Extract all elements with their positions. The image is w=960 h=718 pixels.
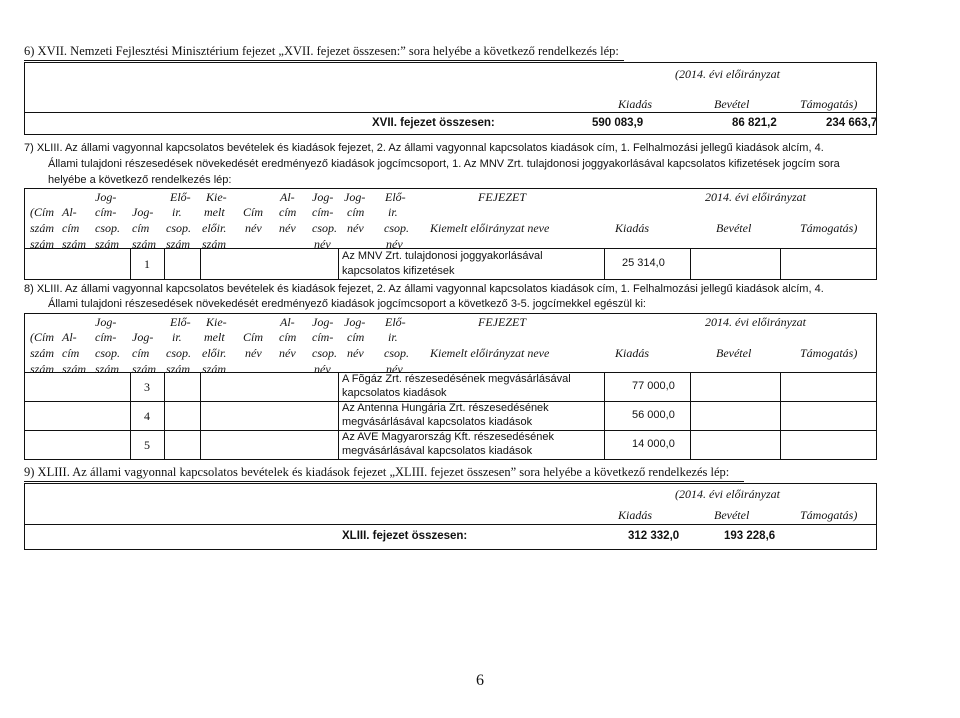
- header-jcsopnev-2: cím-: [312, 330, 334, 344]
- header-alcimnev: Al-: [280, 315, 295, 329]
- header-jcsopnev: Jog-: [312, 190, 334, 204]
- section-9-heading: 9) XLIII. Az állami vagyonnal kapcsolatos bevételek és kiadások fejezet „XLIII. fejezet összesen” sora helyébe a következő rendelkezés lép:: [24, 465, 730, 479]
- section-8-line1: 8) XLIII. Az állami vagyonnal kapcsolatos bevételek és kiadások fejezet, 2. Az állami vagyonnal kapcsolatos kiadások cím, 1. Felhalmozási jellegű kiadások alcím, 4.: [24, 283, 824, 295]
- header-eloircsopnev-3: csop.: [384, 346, 409, 360]
- row-4-name-line2: megvásárlásával kapcsolatos kiadások: [342, 416, 533, 428]
- header-eloircsopnev: Elő-: [385, 190, 406, 204]
- header-cim-szam-3: szám: [30, 237, 55, 251]
- header-jcsopnev-3: csop.: [312, 221, 337, 235]
- header-eloircsopnev-2: ir.: [388, 330, 398, 344]
- header-cim-szam-3: szám: [30, 362, 55, 376]
- header-eloircsopnev-4: név: [386, 237, 403, 251]
- header-kiemelt-nev: Kiemelt előirányzat neve: [430, 346, 550, 360]
- header-kiemelt-3: előir.: [202, 346, 227, 360]
- header-jogcimnev-2: cím: [347, 330, 365, 344]
- table-col-line: [780, 372, 781, 460]
- header-year: 2014. évi előirányzat: [705, 190, 806, 204]
- table-rule: [24, 248, 877, 249]
- header-jogcimcsop-3: csop.: [95, 221, 120, 235]
- header-tamogatas: Támogatás): [800, 221, 858, 235]
- row-3-name-line2: kapcsolatos kiadások: [342, 387, 447, 399]
- bevetel-header: Bevétel: [714, 97, 750, 111]
- header-bevetel: Bevétel: [716, 346, 752, 360]
- header-kiemelt-4: szám: [202, 362, 227, 376]
- section-8-line2: Állami tulajdoni részesedések növekedését eredményező kiadások jogcímcsoport a következő 3-5. jogcímekkel egészül ki:: [48, 298, 646, 310]
- total-kiadas: 590 083,9: [592, 117, 644, 129]
- header-jogcim-2: cím: [132, 221, 150, 235]
- header-tamogatas: Támogatás): [800, 346, 858, 360]
- row-name-line2: kapcsolatos kifizetések: [342, 265, 455, 277]
- header-jogcimnev: Jog-: [344, 315, 366, 329]
- tamogatas-header: Támogatás): [800, 508, 858, 522]
- row-3-kiadas: 77 000,0: [632, 380, 675, 392]
- header-eloir: Elő-: [170, 315, 191, 329]
- header-jogcim: Jog-: [132, 205, 154, 219]
- header-eloircsopnev-4: név: [386, 362, 403, 376]
- table-col-line: [200, 248, 201, 280]
- header-kiemelt-2: melt: [204, 205, 225, 219]
- table-col-line: [780, 248, 781, 280]
- year-label: (2014. évi előirányzat: [675, 487, 780, 501]
- heading-underline: [24, 60, 624, 61]
- header-alcim: Al-: [62, 205, 77, 219]
- header-cim-szam: (Cím: [30, 330, 54, 344]
- section-7-line2: Állami tulajdoni részesedések növekedését eredményező kiadások jogcímcsoport, 1. Az MNV Zrt. tulajdonosi joggyakorlásával kapcsolatos kifizetések jogcím sora: [48, 158, 840, 170]
- header-year: 2014. évi előirányzat: [705, 315, 806, 329]
- header-eloir-3: csop.: [166, 221, 191, 235]
- kiadas-header: Kiadás: [618, 508, 653, 522]
- header-alcim-3: szám: [62, 237, 87, 251]
- header-cim-szam-2: szám: [30, 346, 55, 360]
- header-jogcim: Jog-: [132, 330, 154, 344]
- header-eloircsopnev-3: csop.: [384, 221, 409, 235]
- kiadas-header: Kiadás: [618, 97, 653, 111]
- table-rule: [24, 524, 877, 525]
- header-kiemelt-2: melt: [204, 330, 225, 344]
- row-4-name-line1: Az Antenna Hungária Zrt. részesedésének: [342, 402, 549, 414]
- table-col-line: [690, 248, 691, 280]
- table-col-line: [164, 372, 165, 460]
- header-eloircsopnev: Elő-: [385, 315, 406, 329]
- row-5-number: 5: [144, 438, 150, 452]
- header-jcsopnev-4: név: [314, 237, 331, 251]
- header-cimnev: Cím: [243, 205, 264, 219]
- row-name-line1: Az MNV Zrt. tulajdonosi joggyakorlásával: [342, 250, 543, 262]
- table-col-line: [200, 372, 201, 460]
- header-alcimnev-2: cím: [279, 205, 297, 219]
- header-kiemelt: Kie-: [206, 190, 227, 204]
- heading-underline: [24, 481, 744, 482]
- header-kiadas: Kiadás: [615, 346, 650, 360]
- header-alcimnev-2: cím: [279, 330, 297, 344]
- header-jogcimcsop-4: szám: [95, 362, 120, 376]
- total-bevetel: 86 821,2: [732, 117, 777, 129]
- header-eloir: Elő-: [170, 190, 191, 204]
- header-jcsopnev: Jog-: [312, 315, 334, 329]
- header-fejezet: FEJEZET: [478, 190, 526, 204]
- header-kiemelt: Kie-: [206, 315, 227, 329]
- header-eloir-3: csop.: [166, 346, 191, 360]
- header-kiemelt-nev: Kiemelt előirányzat neve: [430, 221, 550, 235]
- header-alcimnev: Al-: [280, 190, 295, 204]
- table-rule: [24, 112, 877, 113]
- row-3-name-line1: A Fõgáz Zrt. részesedésének megvásárlásával: [342, 373, 571, 385]
- total-label: XVII. fejezet összesen:: [372, 117, 495, 129]
- header-eloir-4: szám: [166, 362, 191, 376]
- header-jogcimnev-3: név: [347, 221, 364, 235]
- header-jogcimcsop-4: szám: [95, 237, 120, 251]
- header-jogcimcsop: Jog-: [95, 190, 117, 204]
- header-eloir-2: ir.: [172, 330, 182, 344]
- header-alcim-2: cím: [62, 346, 80, 360]
- header-eloir-4: szám: [166, 237, 191, 251]
- header-jogcim-2: cím: [132, 346, 150, 360]
- section-7-line3: helyébe a következő rendelkezés lép:: [48, 174, 232, 186]
- header-alcim: Al-: [62, 330, 77, 344]
- row-jogcim-number: 1: [144, 257, 150, 271]
- table-col-line: [604, 248, 605, 280]
- row-4-number: 4: [144, 409, 150, 423]
- header-cim-szam: (Cím: [30, 205, 54, 219]
- header-kiemelt-4: szám: [202, 237, 227, 251]
- table-col-line: [164, 248, 165, 280]
- header-jogcimnev: Jog-: [344, 190, 366, 204]
- section-6-heading: 6) XVII. Nemzeti Fejlesztési Minisztérium fejezet „XVII. fejezet összesen:” sora helyébe a következő rendelkezés lép:: [24, 44, 619, 58]
- header-alcim-3: szám: [62, 362, 87, 376]
- table-col-line: [130, 248, 131, 280]
- header-eloircsopnev-2: ir.: [388, 205, 398, 219]
- header-cimnev-2: név: [245, 346, 262, 360]
- section-7-line1: 7) XLIII. Az állami vagyonnal kapcsolatos bevételek és kiadások fejezet, 2. Az állami vagyonnal kapcsolatos kiadások cím, 1. Felhalmozási jellegű kiadások alcím, 4.: [24, 142, 824, 154]
- header-jogcimnev-2: cím: [347, 205, 365, 219]
- header-jogcim-3: szám: [132, 237, 157, 251]
- header-fejezet: FEJEZET: [478, 315, 526, 329]
- header-kiadas: Kiadás: [615, 221, 650, 235]
- table-col-line: [338, 372, 339, 460]
- header-jogcimnev-3: név: [347, 346, 364, 360]
- total-bevetel: 193 228,6: [724, 530, 776, 542]
- year-label: (2014. évi előirányzat: [675, 67, 780, 81]
- row-5-name-line2: megvásárlásával kapcsolatos kiadások: [342, 445, 533, 457]
- header-cimnev: Cím: [243, 330, 264, 344]
- page-number: 6: [476, 672, 484, 689]
- bevetel-header: Bevétel: [714, 508, 750, 522]
- row-4-kiadas: 56 000,0: [632, 409, 675, 421]
- header-jogcim-3: szám: [132, 362, 157, 376]
- header-jcsopnev-3: csop.: [312, 346, 337, 360]
- header-jcsopnev-2: cím-: [312, 205, 334, 219]
- header-alcimnev-3: név: [279, 221, 296, 235]
- row-3-number: 3: [144, 380, 150, 394]
- total-kiadas: 312 332,0: [628, 530, 680, 542]
- header-cim-szam-2: szám: [30, 221, 55, 235]
- header-jogcimcsop-3: csop.: [95, 346, 120, 360]
- tamogatas-header: Támogatás): [800, 97, 858, 111]
- table-col-line: [690, 372, 691, 460]
- header-alcim-2: cím: [62, 221, 80, 235]
- row-5-name-line1: Az AVE Magyarország Kft. részesedésének: [342, 431, 554, 443]
- header-jogcimcsop: Jog-: [95, 315, 117, 329]
- total-tamogatas: 234 663,7: [826, 117, 878, 129]
- table-col-line: [604, 372, 605, 460]
- table-col-line: [338, 248, 339, 280]
- header-eloir-2: ir.: [172, 205, 182, 219]
- header-jcsopnev-4: név: [314, 362, 331, 376]
- header-jogcimcsop-2: cím-: [95, 205, 117, 219]
- total-label: XLIII. fejezet összesen:: [342, 530, 468, 542]
- row-kiadas-value: 25 314,0: [622, 257, 665, 269]
- header-kiemelt-3: előir.: [202, 221, 227, 235]
- header-jogcimcsop-2: cím-: [95, 330, 117, 344]
- header-cimnev-2: név: [245, 221, 262, 235]
- header-bevetel: Bevétel: [716, 221, 752, 235]
- header-alcimnev-3: név: [279, 346, 296, 360]
- row-5-kiadas: 14 000,0: [632, 438, 675, 450]
- table-col-line: [130, 372, 131, 460]
